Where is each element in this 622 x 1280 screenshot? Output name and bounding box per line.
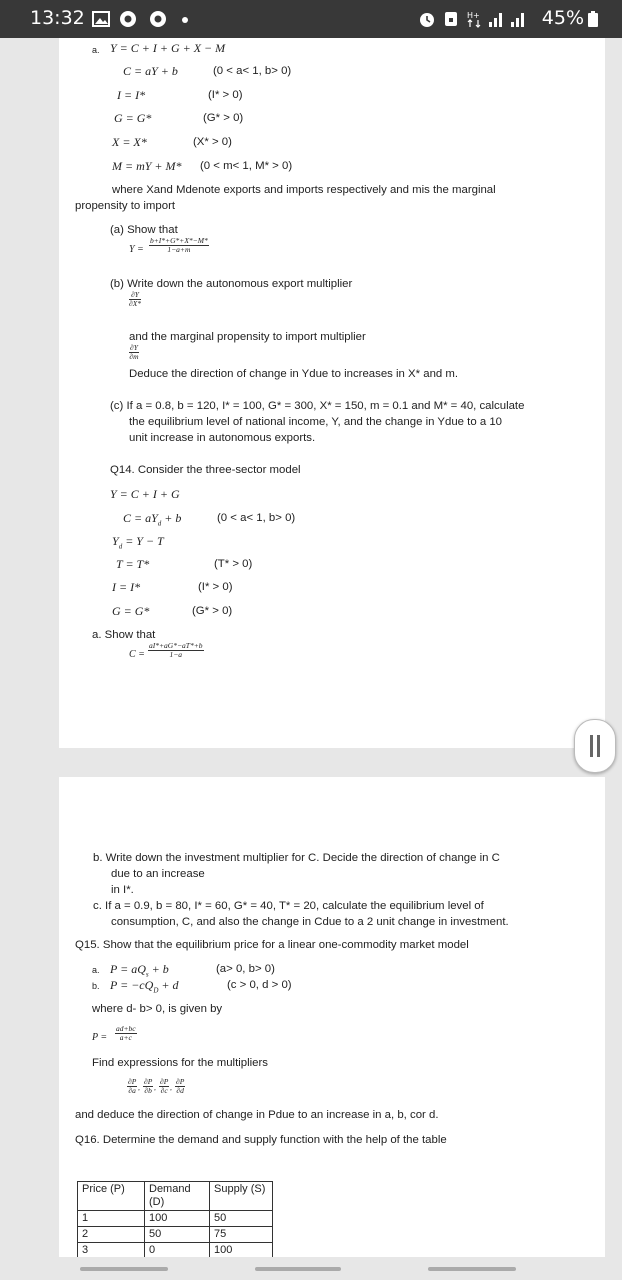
nav-bar-segment (428, 1267, 516, 1271)
equation-15-b: $P = -cQ_D + d$ (110, 978, 179, 995)
alarm-icon (418, 10, 436, 28)
battery-icon (587, 10, 599, 28)
multiplier-fraction: $\frac{\partial P}{\partial c}$ (160, 1077, 169, 1095)
navigation-bar (0, 1257, 622, 1280)
table-cell: 0 (145, 1243, 210, 1259)
equation-14-yd: $Y_d = Y - T$ (112, 534, 164, 551)
equation-14-g: G = G* (112, 604, 150, 618)
comma-separator: , (170, 1083, 172, 1092)
chrome-icon (119, 10, 137, 28)
question-c-line3: unit increase in autonomous exports. (129, 432, 316, 444)
table-row (78, 1227, 273, 1243)
equation-14-c: $C = aY_d + b$ (123, 511, 182, 528)
fraction-p: $\frac{ad+bc}{a+c}$ (116, 1024, 136, 1042)
scroll-handle[interactable] (574, 719, 616, 773)
equation-14-t: T = T* (116, 557, 150, 571)
question-b: (b) Write down the autonomous export multiplier (110, 278, 353, 290)
document-page-2 (59, 777, 605, 1257)
table-cell: 100 (145, 1211, 210, 1227)
chrome-icon (149, 10, 167, 28)
item-label-15b: b. (92, 981, 100, 991)
condition-14-g: (G* > 0) (192, 605, 233, 617)
condition-x: (X* > 0) (193, 136, 232, 148)
table-body (78, 1182, 273, 1259)
question-14: Q14. Consider the three-sector model (110, 464, 301, 476)
table-cell: 50 (210, 1211, 273, 1227)
fraction-lhs-y: Y = (129, 244, 144, 255)
comma-separator: , (138, 1083, 140, 1092)
table-header-row (78, 1182, 273, 1211)
battery-percent: 45% (541, 7, 584, 29)
condition-g: (G* > 0) (203, 112, 244, 124)
where-15: where d- b> 0, is given by (92, 1003, 223, 1015)
document-page-1 (59, 38, 605, 748)
table-row (78, 1211, 273, 1227)
table-cell: 2 (78, 1227, 145, 1243)
question-14-c-line2: consumption, C, and also the change in Cdue to a 2 unit change in investment. (111, 916, 509, 928)
item-label-15a: a. (92, 965, 100, 975)
signal-icon (510, 10, 528, 28)
question-a: (a) Show that (110, 224, 178, 236)
table-header-cell: Supply (S) (210, 1182, 273, 1211)
question-15: Q15. Show that the equilibrium price for a linear one-commodity market model (75, 939, 469, 951)
equation-m: M = mY + M* (112, 159, 182, 173)
gallery-icon (92, 10, 110, 28)
question-14-b-line2: due to an increase (111, 868, 205, 880)
svg-text:H+: H+ (467, 11, 480, 20)
deduce-15: and deduce the direction of change in Pdue to an increase in a, b, cor d. (75, 1109, 439, 1121)
condition-c: (0 < a< 1, b> 0) (213, 65, 292, 77)
item-label-a: a. (92, 45, 100, 55)
equation-c: C = aY + b (123, 64, 178, 78)
equation-y: Y = C + I + G + X − M (110, 41, 226, 55)
condition-i: (I* > 0) (208, 89, 243, 101)
fraction-c: $\frac{aI*+aG*-aT*+b}{1-a}$ (149, 641, 203, 659)
question-c-line2: the equilibrium level of national income, Y, and the change in Ydue to a 10 (129, 416, 502, 428)
network-hplus-icon (467, 10, 483, 28)
table-header-cell: Demand (D) (145, 1182, 210, 1211)
question-b-mpm: and the marginal propensity to import multiplier (129, 331, 366, 343)
question-14-b-line1: b. Write down the investment multiplier for C. Decide the direction of change in C (93, 852, 500, 864)
equation-15-a: $P = aQ_s + b$ (110, 962, 169, 979)
condition-m: (0 < m< 1, M* > 0) (200, 160, 293, 172)
equation-i: I = I* (117, 88, 146, 102)
fraction-y: $\frac{b+I*+G*+X*-M*}{1-a+m}$ (150, 236, 208, 254)
multiplier-fraction: $\frac{\partial P}{\partial d}$ (176, 1077, 185, 1095)
table-cell: 1 (78, 1211, 145, 1227)
equation-g: G = G* (114, 111, 152, 125)
fraction-mpm-multiplier: $\frac{\partial Y}{\partial m}$ (129, 343, 139, 361)
multiplier-fraction: $\frac{\partial P}{\partial b}$ (144, 1077, 153, 1095)
condition-15-a: (a> 0, b> 0) (216, 963, 275, 975)
lock-icon (443, 10, 459, 28)
nav-bar-segment (255, 1267, 341, 1271)
table-cell: 75 (210, 1227, 273, 1243)
where-text-line2: propensity to import (75, 200, 176, 212)
table-cell: 50 (145, 1227, 210, 1243)
signal-icon (488, 10, 506, 28)
fraction-lhs-c: C = (129, 649, 145, 660)
find-multipliers: Find expressions for the multipliers (92, 1057, 268, 1069)
fraction-lhs-p: P = (92, 1032, 108, 1043)
status-bar (0, 0, 622, 38)
question-14-b-line3: in I*. (111, 884, 134, 896)
question-c-line1: (c) If a = 0.8, b = 120, I* = 100, G* = 300, X* = 150, m = 0.1 and M* = 40, calculate (110, 400, 525, 412)
comma-separator: , (154, 1083, 156, 1092)
scroll-grip-icon (597, 735, 600, 757)
fraction-export-multiplier: $\frac{\partial Y}{\partial X*}$ (129, 290, 142, 308)
nav-bar-segment (80, 1267, 168, 1271)
table-header-cell: Price (P) (78, 1182, 145, 1211)
question-b-deduce: Deduce the direction of change in Ydue to increases in X* and m. (129, 368, 459, 380)
notification-dot-icon (181, 10, 189, 28)
condition-15-b: (c > 0, d > 0) (227, 979, 292, 991)
equation-14-i: I = I* (112, 580, 141, 594)
table-cell: 3 (78, 1243, 145, 1259)
question-14-a: a. Show that (92, 629, 156, 641)
table-cell: 100 (210, 1243, 273, 1259)
multiplier-fraction: $\frac{\partial P}{\partial a}$ (128, 1077, 137, 1095)
question-16: Q16. Determine the demand and supply function with the help of the table (75, 1134, 447, 1146)
condition-14-t: (T* > 0) (214, 558, 253, 570)
question-14-c-line1: c. If a = 0.9, b = 80, I* = 60, G* = 40, T* = 20, calculate the equilibrium level of (93, 900, 484, 912)
condition-14-c: (0 < a< 1, b> 0) (217, 512, 296, 524)
status-time: 13:32 (30, 7, 85, 29)
equation-14-y: Y = C + I + G (110, 487, 180, 501)
scroll-grip-icon (590, 735, 593, 757)
equation-x: X = X* (112, 135, 147, 149)
condition-14-i: (I* > 0) (198, 581, 233, 593)
demand-supply-table (77, 1181, 273, 1259)
where-text-line1: where Xand Mdenote exports and imports respectively and mis the marginal (112, 184, 496, 196)
